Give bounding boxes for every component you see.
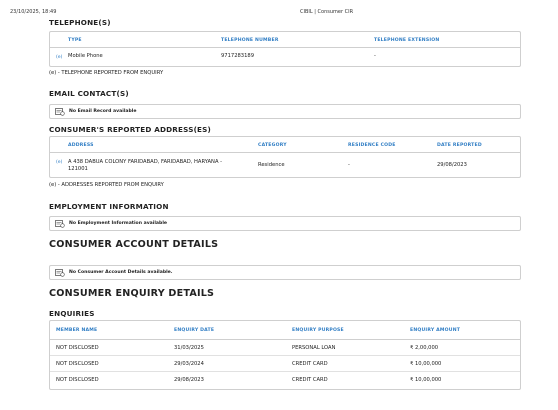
no-record-icon	[55, 269, 65, 277]
no-record-icon	[55, 108, 65, 116]
addresses-heading: CONSUMER'S REPORTED ADDRESS(ES)	[49, 125, 212, 134]
enquiry-date: 29/08/2023	[174, 377, 204, 383]
enquiries-table	[49, 320, 521, 390]
email-empty-box	[49, 104, 521, 119]
column-header-telephone-number: TELEPHONE NUMBER	[221, 38, 279, 43]
email-heading: EMAIL CONTACT(S)	[49, 89, 129, 98]
table-header	[50, 137, 520, 153]
column-header-category: CATEGORY	[258, 143, 287, 148]
accounts-empty-box	[49, 265, 521, 280]
telephones-table	[49, 31, 521, 67]
member-name: NOT DISCLOSED	[56, 361, 99, 367]
enquiry-marker: (e)	[56, 160, 63, 165]
column-header-residence-code: RESIDENCE CODE	[348, 143, 396, 148]
accounts-empty-message: No Consumer Account Details available.	[69, 270, 173, 275]
enquiry-date: 29/03/2024	[174, 361, 204, 367]
residence-code: -	[348, 162, 350, 168]
table-row	[50, 372, 520, 388]
enquiry-purpose: CREDIT CARD	[292, 377, 328, 383]
email-empty-message: No Email Record available	[69, 109, 137, 114]
telephones-heading: TELEPHONE(S)	[49, 18, 111, 27]
date-reported: 29/08/2023	[437, 162, 467, 168]
print-title: CIBIL | Consumer CIR	[300, 9, 354, 15]
no-record-icon	[55, 220, 65, 228]
employment-empty-message: No Employment Information available	[69, 221, 168, 226]
column-header-type: TYPE	[68, 38, 82, 43]
print-timestamp: 23/10/2025, 18:49	[10, 9, 57, 15]
table-row	[50, 340, 520, 356]
enquiry-purpose: PERSONAL LOAN	[292, 345, 336, 351]
address-line-2: 121001	[68, 166, 88, 172]
address-category: Residence	[258, 162, 285, 168]
column-header-enquiry-amount: ENQUIRY AMOUNT	[410, 328, 461, 333]
column-header-date-reported: DATE REPORTED	[437, 143, 482, 148]
member-name: NOT DISCLOSED	[56, 377, 99, 383]
employment-heading: EMPLOYMENT INFORMATION	[49, 202, 169, 211]
column-header-enquiry-purpose: ENQUIRY PURPOSE	[292, 328, 344, 333]
phone-type: Mobile Phone	[68, 53, 103, 59]
column-header-address: ADDRESS	[68, 143, 94, 148]
column-header-enquiry-date: ENQUIRY DATE	[174, 328, 215, 333]
phone-extension: -	[374, 53, 376, 59]
table-row	[50, 356, 520, 372]
enquiry-details-heading: CONSUMER ENQUIRY DETAILS	[49, 288, 215, 299]
phone-number: 9717283189	[221, 53, 255, 59]
enquiry-amount: ₹ 10,00,000	[410, 361, 442, 367]
table-row	[50, 48, 520, 67]
addresses-note: (e) - ADDRESSES REPORTED FROM ENQUIRY	[49, 182, 164, 188]
member-name: NOT DISCLOSED	[56, 345, 99, 351]
table-header	[50, 32, 520, 48]
enquiry-amount: ₹ 2,00,000	[410, 345, 439, 351]
telephones-note: (e) - TELEPHONE REPORTED FROM ENQUIRY	[49, 70, 164, 76]
enquiry-amount: ₹ 10,00,000	[410, 377, 442, 383]
employment-empty-box	[49, 216, 521, 231]
table-header	[50, 321, 520, 340]
enquiry-purpose: CREDIT CARD	[292, 361, 328, 367]
enquiries-subheading: ENQUIRIES	[49, 309, 95, 318]
table-row	[50, 153, 520, 178]
address-line-1: A 438 DABUA COLONY FARIDABAD, FARIDABAD, HARYANA -	[68, 159, 223, 165]
column-header-member-name: MEMBER NAME	[56, 328, 98, 333]
accounts-heading: CONSUMER ACCOUNT DETAILS	[49, 239, 219, 250]
column-header-telephone-extension: TELEPHONE EXTENSION	[374, 38, 440, 43]
enquiry-marker: (e)	[56, 55, 63, 60]
enquiry-date: 31/03/2025	[174, 345, 204, 351]
addresses-table	[49, 136, 521, 178]
